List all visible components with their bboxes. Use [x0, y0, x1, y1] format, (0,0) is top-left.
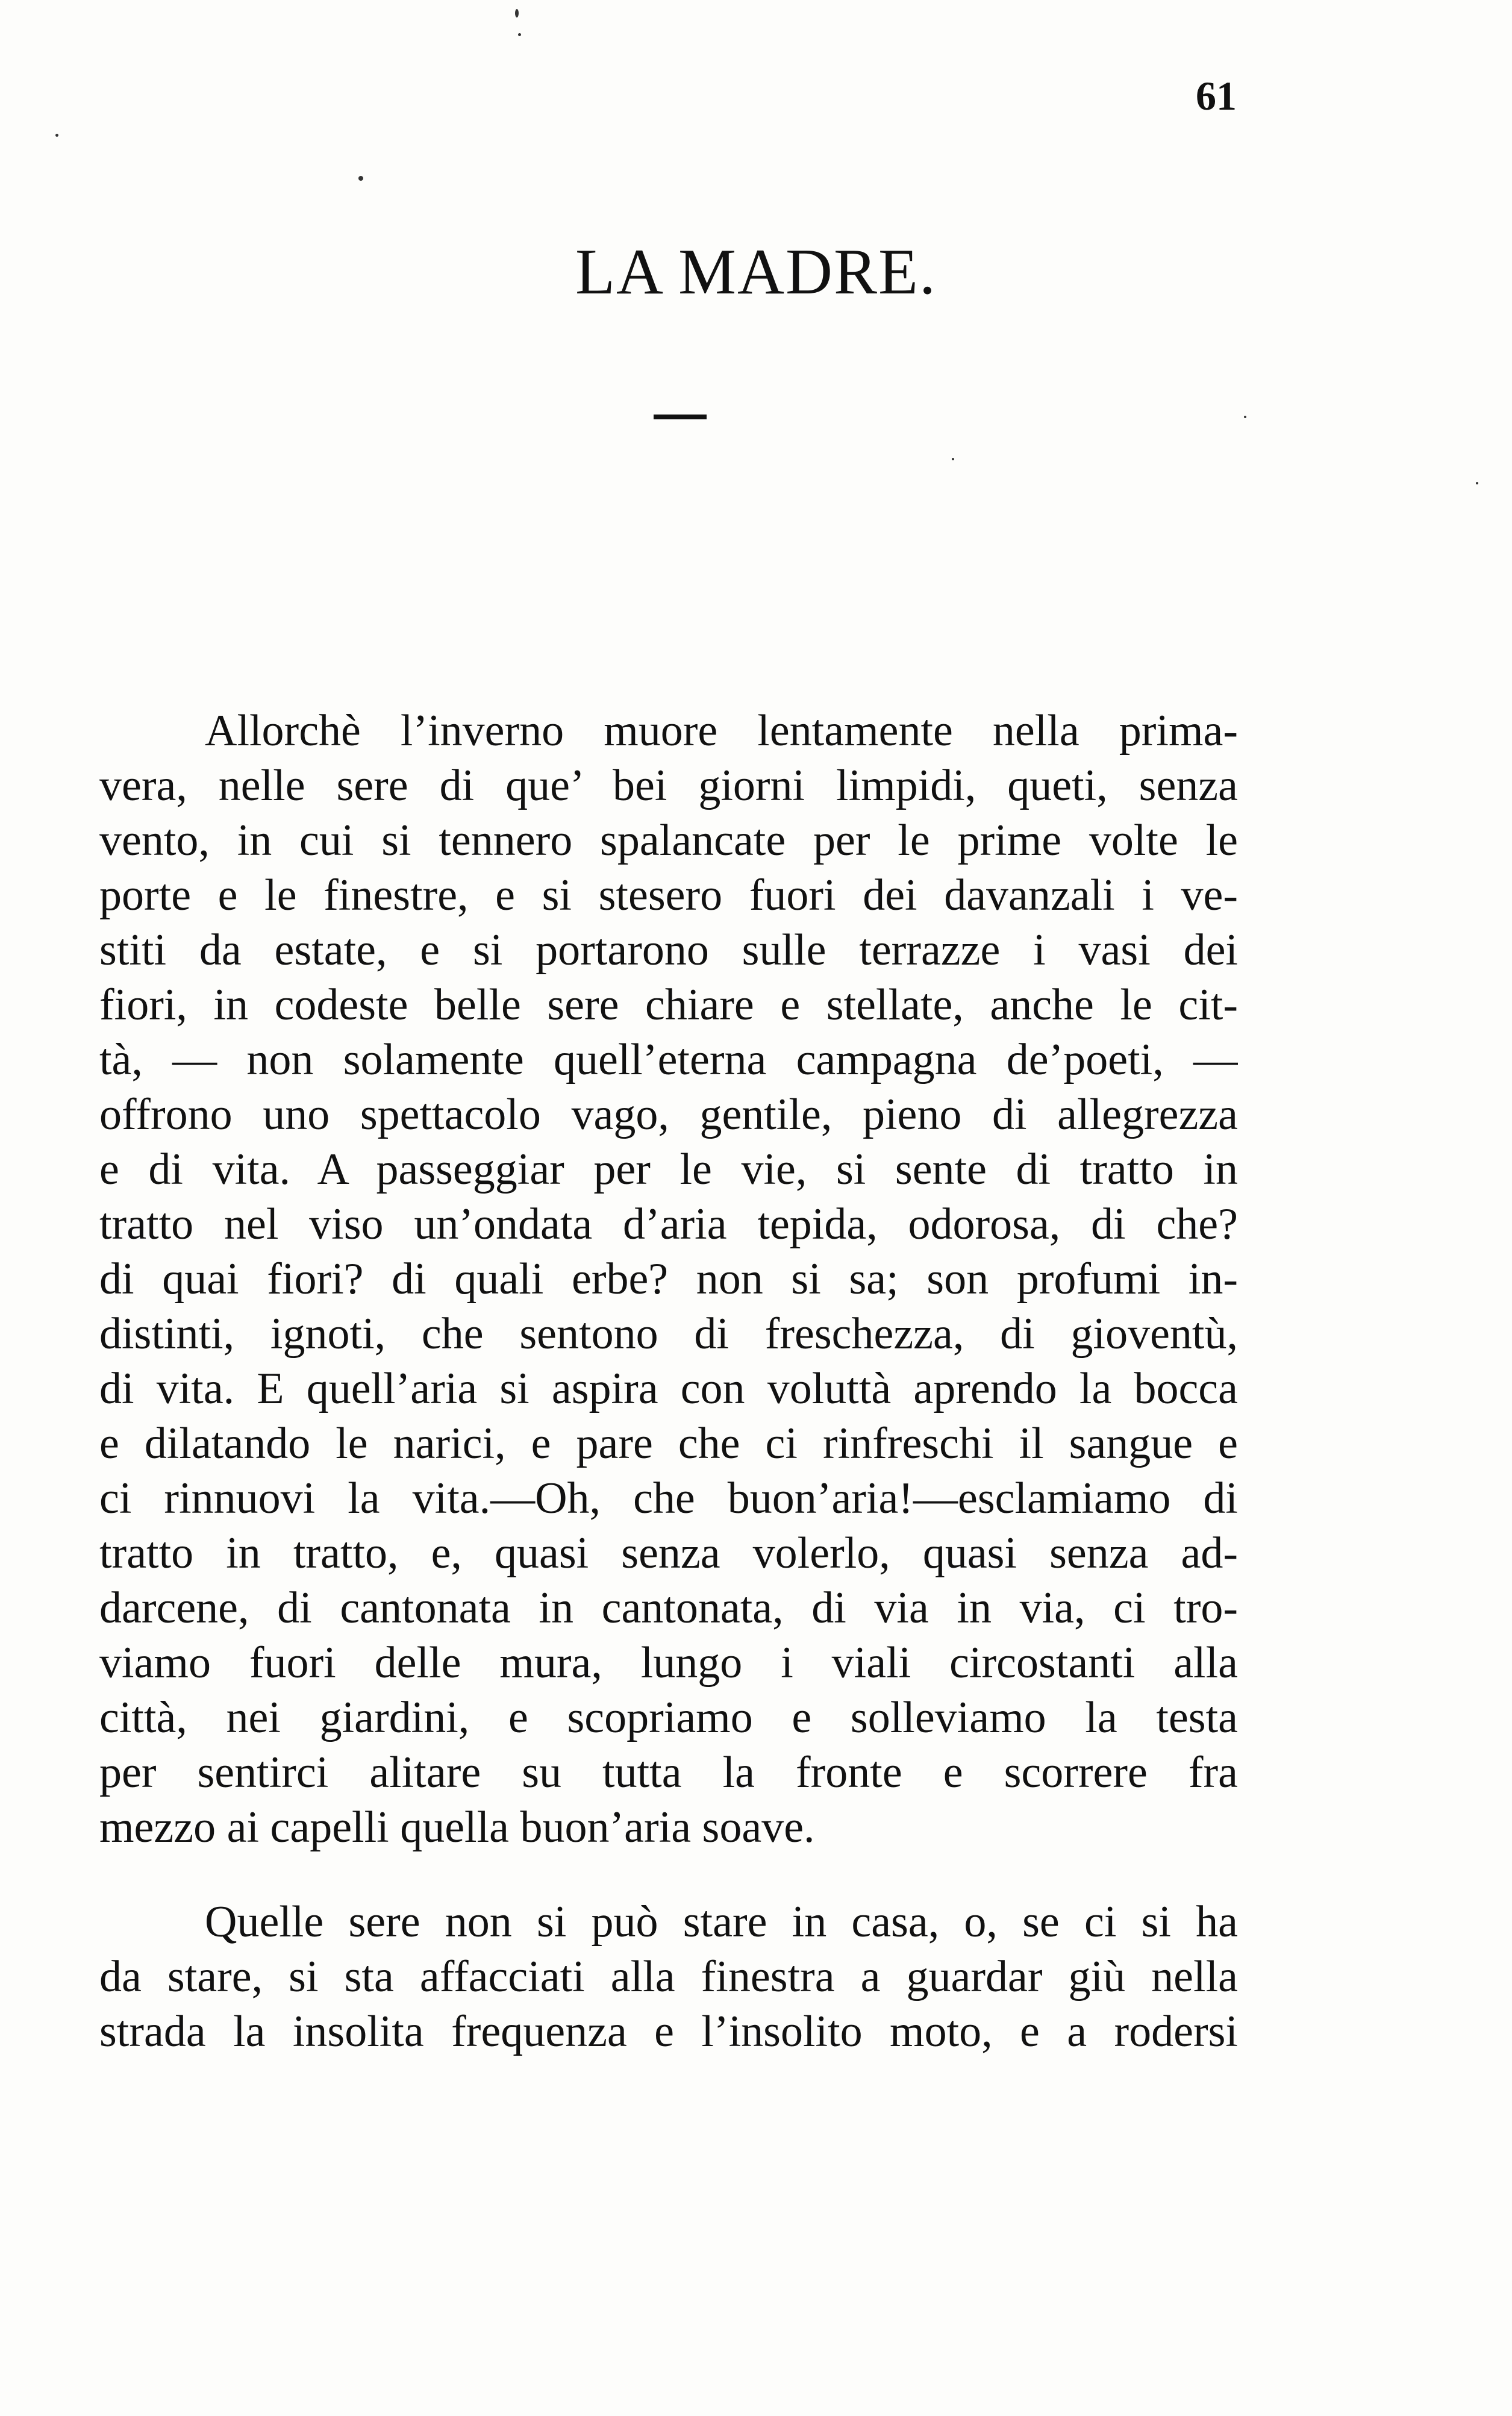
text-line: vera, nelle sere di que’ bei giorni limpidi, queti, senza [99, 761, 1238, 810]
text-line: mezzo ai capelli quella buon’aria soave. [99, 1803, 815, 1852]
print-speck [1244, 416, 1246, 418]
chapter-title: LA MADRE. [575, 236, 937, 308]
text-line: porte e le finestre, e si stesero fuori dei davanzali i ve- [99, 871, 1238, 920]
text-line: strada la insolita frequenza e l’insolito moto, e a rodersi [99, 2007, 1238, 2056]
text-line: per sentirci alitare su tutta la fronte e scorrere fra [99, 1748, 1238, 1797]
text-line: Quelle sere non si può stare in casa, o, se ci si ha [205, 1897, 1238, 1947]
text-line: Allorchè l’inverno muore lentamente nella prima- [205, 706, 1238, 756]
text-line: città, nei giardini, e scopriamo e solleviamo la testa [99, 1693, 1238, 1742]
text-line: fiori, in codeste belle sere chiare e stellate, anche le cit- [99, 980, 1238, 1030]
title-rule [654, 415, 707, 419]
text-line: e di vita. A passeggiar per le vie, si sente di tratto in [99, 1145, 1238, 1194]
text-line: darcene, di cantonata in cantonata, di via in via, ci tro- [99, 1583, 1238, 1633]
print-speck [358, 176, 363, 181]
text-line: viamo fuori delle mura, lungo i viali circostanti alla [99, 1638, 1238, 1688]
text-line: offrono uno spettacolo vago, gentile, pieno di allegrezza [99, 1090, 1238, 1139]
text-line: tratto in tratto, e, quasi senza volerlo, quasi senza ad- [99, 1529, 1238, 1578]
text-line: di vita. E quell’aria si aspira con voluttà aprendo la bocca [99, 1364, 1238, 1413]
text-line: e dilatando le narici, e pare che ci rinfreschi il sangue e [99, 1419, 1238, 1468]
text-line: di quai fiori? di quali erbe? non si sa; son profumi in- [99, 1254, 1238, 1304]
text-line: tà, — non solamente quell’eterna campagna de’poeti, — [99, 1035, 1238, 1084]
print-speck [518, 33, 521, 36]
text-line: tratto nel viso un’ondata d’aria tepida, odorosa, di che? [99, 1200, 1238, 1249]
print-speck [55, 134, 58, 137]
paragraph-2 [99, 1895, 1238, 2059]
print-speck [952, 458, 954, 460]
page-number: 61 [1196, 73, 1237, 119]
text-line: ci rinnuovi la vita.—Oh, che buon’aria!—esclamiamo di [99, 1474, 1238, 1523]
text-line: da stare, si sta affacciati alla finestra a guardar giù nella [99, 1952, 1238, 2001]
text-line: stiti da estate, e si portarono sulle terrazze i vasi dei [99, 925, 1238, 975]
text-line: distinti, ignoti, che sentono di freschezza, di gioventù, [99, 1309, 1238, 1359]
print-speck [1476, 482, 1478, 484]
paragraph-1 [99, 704, 1238, 1855]
print-speck [515, 9, 519, 17]
text-line: vento, in cui si tennero spalancate per le prime volte le [99, 816, 1238, 865]
